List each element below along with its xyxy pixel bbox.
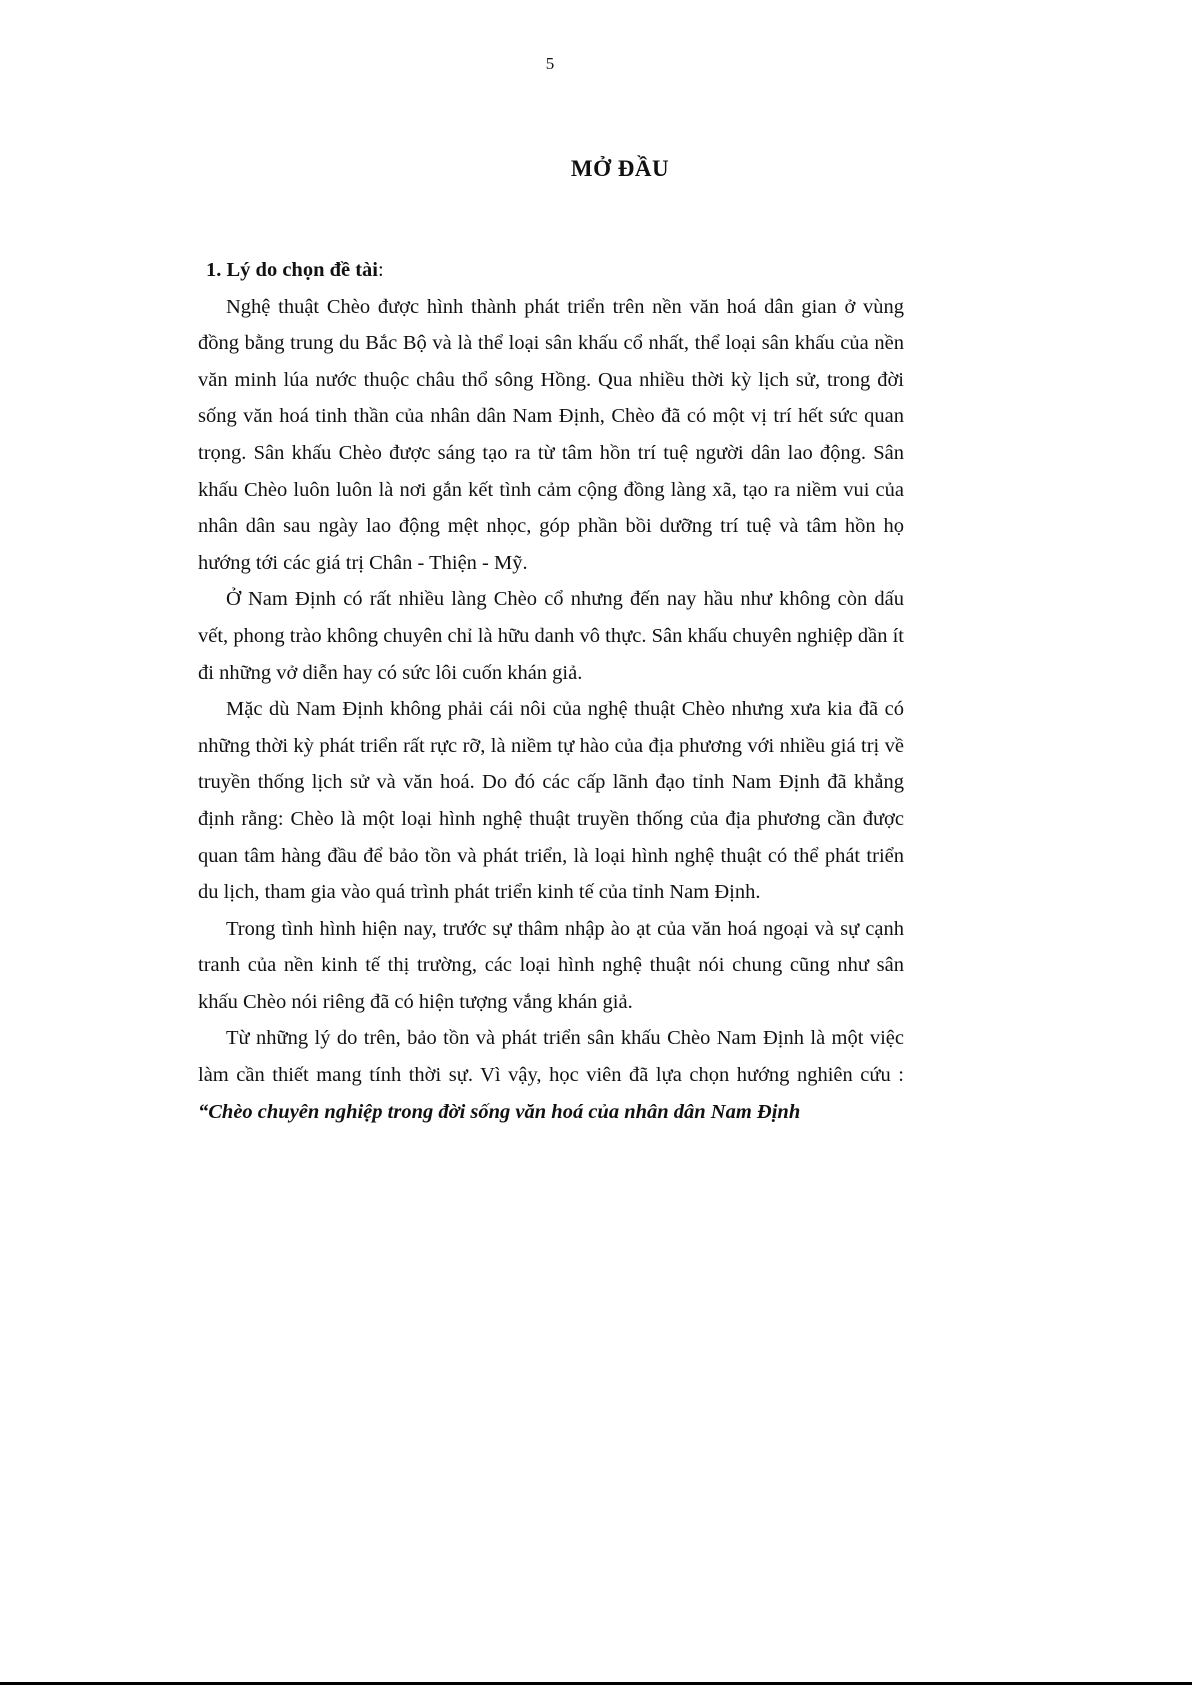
page-number: 5 <box>545 54 555 73</box>
document-body <box>198 252 904 1130</box>
section-heading-text: 1. Lý do chọn đề tài <box>206 259 378 281</box>
paragraph-4: Trong tình hình hiện nay, trước sự thâm nhập ào ạt của văn hoá ngoại và sự cạnh tranh của nền kinh tế thị trường, các loại hình nghệ thuật nói chung cũng như sân khấu Chèo nói riêng đã có hiện tượng vắng khán giả. <box>198 917 904 1013</box>
section-heading <box>198 252 904 289</box>
paragraph-1: Nghệ thuật Chèo được hình thành phát triển trên nền văn hoá dân gian ở vùng đồng bằng trung du Bắc Bộ và là thể loại sân khấu cổ nhất, thể loại sân khấu của nền văn minh lúa nước thuộc châu thổ sông Hồng. Qua nhiều thời kỳ lịch sử, trong đời sống văn hoá tinh thần của nhân dân Nam Định, Chèo đã có một vị trí hết sức quan trọng. Sân khấu Chèo được sáng tạo ra từ tâm hồn trí tuệ người dân lao động. Sân khấu Chèo luôn luôn là nơi gắn kết tình cảm cộng đồng làng xã, tạo ra niềm vui của nhân dân sau ngày lao động mệt nhọc, góp phần bồi dưỡng trí tuệ và tâm hồn họ hướng tới các giá trị Chân - Thiện - Mỹ. <box>198 295 904 574</box>
paragraph-2: Ở Nam Định có rất nhiều làng Chèo cổ nhưng đến nay hầu như không còn dấu vết, phong trào không chuyên chỉ là hữu danh vô thực. Sân khấu chuyên nghiệp dần ít đi những vở diễn hay có sức lôi cuốn khán giả. <box>198 588 904 684</box>
paragraph-5 <box>198 1020 904 1130</box>
thesis-title-emphasis: “Chèo chuyên nghiệp trong đời sống văn hoá của nhân dân Nam Định <box>198 1100 801 1123</box>
paragraph-5-text: Từ những lý do trên, bảo tồn và phát triển sân khấu Chèo Nam Định là một việc làm cần thiết mang tính thời sự. Vì vậy, học viên đã lựa chọn hướng nghiên cứu : <box>198 1027 904 1087</box>
paragraph-3: Mặc dù Nam Định không phải cái nôi của nghệ thuật Chèo nhưng xưa kia đã có những thời kỳ phát triển rất rực rỡ, là niềm tự hào của địa phương với nhiều giá trị về truyền thống lịch sử và văn hoá. Do đó các cấp lãnh đạo tỉnh Nam Định đã khẳng định rằng: Chèo là một loại hình nghệ thuật truyền thống của địa phương cần được quan tâm hàng đầu để bảo tồn và phát triển, là loại hình nghệ thuật có thể phát triển du lịch, tham gia vào quá trình phát triển kinh tế của tỉnh Nam Định. <box>198 698 904 904</box>
section-heading-colon: : <box>378 259 384 281</box>
page-title: MỞ ĐẦU <box>570 156 670 181</box>
